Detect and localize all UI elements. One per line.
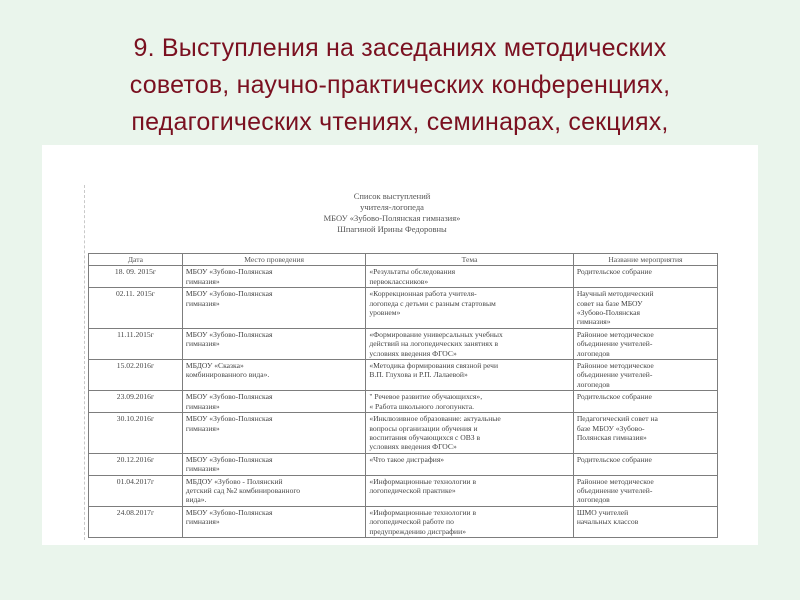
cell-topic [366, 288, 573, 329]
cell-event-line: Районное методическое [576, 361, 654, 371]
cell-event-line: Родительское собрание [576, 267, 652, 277]
cell-event [573, 453, 717, 475]
cell-event [573, 288, 717, 329]
cell-topic-line: логопедической работе по [369, 517, 454, 527]
cell-topic-line: уровнем» [369, 308, 401, 318]
cell-event-line: «Зубово-Полянская [576, 308, 640, 318]
cell-place-line: детский сад №2 комбинированного [185, 485, 301, 495]
cell-date: 20.12.2016г [89, 453, 183, 475]
cell-event-line: Родительское собрание [576, 392, 652, 402]
cell-topic-line: условиях введения ФГОС» [369, 442, 457, 452]
cell-place-line: МБОУ «Зубово-Полянская [185, 414, 273, 424]
cell-topic-line: " Речевое развитие обучающихся», [369, 392, 483, 402]
cell-date: 11.11.2015г [89, 328, 183, 359]
cell-date: 15.02.2016г [89, 360, 183, 391]
cell-event-line: Родительское собрание [576, 454, 652, 464]
cell-topic-line: «Методика формирования связной речи [369, 361, 499, 371]
cell-event [573, 391, 717, 413]
table-body [89, 266, 718, 538]
cell-place-line: МБОУ «Зубово-Полянская [185, 454, 273, 464]
column-header-event: Название мероприятия [573, 254, 717, 266]
cell-topic-line: «Что такое дисграфия» [369, 454, 445, 464]
slide-title [40, 30, 760, 141]
cell-place-line: МБОУ «Зубово-Полянская [185, 267, 273, 277]
cell-topic-line: первоклассников» [369, 276, 429, 286]
cell-topic [366, 360, 573, 391]
table-row [89, 360, 718, 391]
cell-event-line: Научный методический [576, 289, 654, 299]
cell-place [182, 328, 365, 359]
cell-event-line: Полянская гимназия» [576, 432, 647, 442]
cell-place [182, 453, 365, 475]
cell-date: 30.10.2016г [89, 413, 183, 454]
cell-place [182, 360, 365, 391]
cell-event [573, 413, 717, 454]
cell-event-line: базе МБОУ «Зубово- [576, 423, 645, 433]
cell-place-line: МБОУ «Зубово-Полянская [185, 289, 273, 299]
table-row [89, 506, 718, 537]
document-heading-line: Список выступлений [353, 191, 431, 201]
scanned-document [42, 145, 758, 545]
cell-event-line: Районное методическое [576, 329, 654, 339]
cell-place-line: гимназия» [185, 339, 220, 349]
cell-place [182, 506, 365, 537]
cell-event-line: Педагогический совет на [576, 414, 658, 424]
cell-topic [366, 413, 573, 454]
cell-topic-line: воспитания обучающихся с ОВЗ в [369, 432, 481, 442]
cell-topic [366, 266, 573, 288]
document-heading-line: учителя-логопеда [360, 202, 424, 212]
column-header-place: Место проведения [182, 254, 365, 266]
cell-topic-line: логопедической практике» [369, 485, 456, 495]
cell-event-line: гимназия» [576, 317, 611, 327]
cell-event [573, 328, 717, 359]
column-header-topic: Тема [366, 254, 573, 266]
cell-topic-line: « Работа школьного логопункта. [369, 401, 474, 411]
document-heading-line: МБОУ «Зубово-Полянская гимназия» [323, 213, 461, 223]
cell-event-line: объединение учителей- [576, 370, 653, 380]
cell-topic-line: «Результаты обследования [369, 267, 456, 277]
column-header-date: Дата [89, 254, 183, 266]
cell-place-line: МБОУ «Зубово-Полянская [185, 329, 273, 339]
cell-topic [366, 453, 573, 475]
cell-place-line: МБДОУ «Сказка» [185, 361, 244, 371]
cell-topic-line: вопросы организации обучения и [369, 423, 478, 433]
cell-event-line: совет на базе МБОУ [576, 298, 643, 308]
cell-event-line: логопедов [576, 379, 610, 389]
cell-topic-line: «Формирование универсальных учебных [369, 329, 503, 339]
cell-event-line: Районное методическое [576, 476, 654, 486]
table-row [89, 413, 718, 454]
speeches-table [88, 253, 718, 538]
cell-event [573, 475, 717, 506]
cell-place-line: МБОУ «Зубово-Полянская [185, 507, 273, 517]
cell-place-line: гимназия» [185, 401, 220, 411]
slide-title-line: 9. Выступления на заседаниях методических [133, 34, 667, 62]
slide-title-line: советов, научно-практических конференциях, [129, 71, 671, 99]
cell-topic-line: В.П. Глухова и Р.П. Лалаевой» [369, 370, 468, 380]
cell-topic [366, 391, 573, 413]
cell-event [573, 266, 717, 288]
cell-place-line: гимназия» [185, 464, 220, 474]
cell-event [573, 360, 717, 391]
cell-event-line: логопедов [576, 348, 610, 358]
cell-event [573, 506, 717, 537]
cell-topic [366, 506, 573, 537]
cell-topic-line: действий на логопедических занятиях в [369, 339, 499, 349]
cell-place-line: МБОУ «Зубово-Полянская [185, 392, 273, 402]
table-row [89, 475, 718, 506]
cell-place [182, 266, 365, 288]
cell-place-line: вида». [185, 495, 207, 505]
cell-event-line: объединение учителей- [576, 339, 653, 349]
cell-event-line: начальных классов [576, 517, 639, 527]
cell-place-line: гимназия» [185, 276, 220, 286]
cell-topic-line: «Информационные технологии в [369, 507, 477, 517]
cell-event-line: логопедов [576, 495, 610, 505]
cell-place-line: комбинированного вида». [185, 370, 270, 380]
table-row [89, 391, 718, 413]
cell-event-line: объединение учителей- [576, 485, 653, 495]
cell-place [182, 391, 365, 413]
cell-place-line: гимназия» [185, 517, 220, 527]
table-row [89, 453, 718, 475]
cell-place [182, 413, 365, 454]
cell-topic [366, 328, 573, 359]
cell-topic [366, 475, 573, 506]
cell-date: 01.04.2017г [89, 475, 183, 506]
table-header-row [89, 254, 718, 266]
cell-topic-line: «Информационные технологии в [369, 476, 477, 486]
cell-event-line: ШМО учителей [576, 507, 629, 517]
document-heading [192, 191, 592, 235]
slide-title-line: педагогических чтениях, семинарах, секциях, [131, 108, 669, 136]
cell-date: 02.11. 2015г [89, 288, 183, 329]
table-row [89, 328, 718, 359]
cell-date: 18. 09. 2015г [89, 266, 183, 288]
cell-topic-line: «Инклюзивное образование: актуальные [369, 414, 501, 424]
cell-topic-line: логопеда с детьми с разным стартовым [369, 298, 496, 308]
cell-place [182, 475, 365, 506]
cell-place-line: МБДОУ «Зубово - Полянский [185, 476, 283, 486]
cell-date: 23.09.2016г [89, 391, 183, 413]
cell-place-line: гимназия» [185, 298, 220, 308]
cell-topic-line: условиях введения ФГОС» [369, 348, 457, 358]
cell-place [182, 288, 365, 329]
cell-topic-line: предупреждению дисграфии» [369, 526, 466, 536]
document-heading-line: Шпагиной Ирины Федоровны [337, 224, 447, 234]
cell-date: 24.08.2017г [89, 506, 183, 537]
table-row [89, 288, 718, 329]
cell-place-line: гимназия» [185, 423, 220, 433]
table-row [89, 266, 718, 288]
cell-topic-line: «Коррекционная работа учителя- [369, 289, 477, 299]
